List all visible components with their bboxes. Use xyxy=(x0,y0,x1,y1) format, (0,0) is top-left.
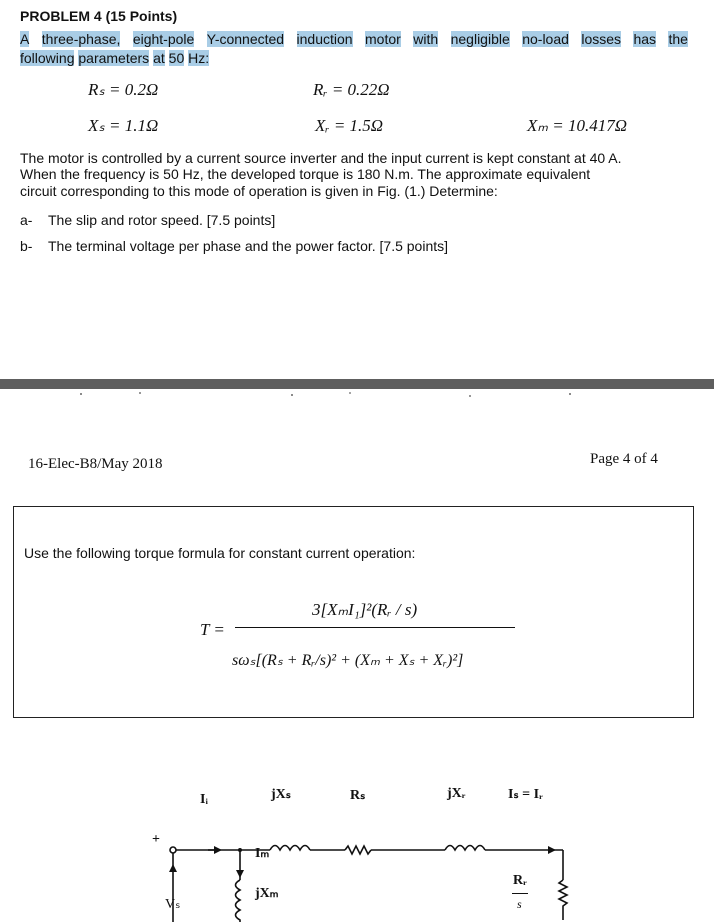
label-rs: Rₛ xyxy=(350,788,366,803)
rr-fraction-bar xyxy=(512,893,528,894)
intro-word: parameters xyxy=(78,50,150,66)
formula-fraction-bar xyxy=(235,627,515,628)
im-arrow xyxy=(236,870,244,878)
intro-word: induction xyxy=(296,31,353,47)
intro-word: motor xyxy=(365,31,401,47)
intro-word: with xyxy=(413,31,439,47)
problem-title: PROBLEM 4 (15 Points) xyxy=(20,8,178,24)
intro-word: three-phase, xyxy=(41,31,121,47)
scan-divider xyxy=(0,379,714,389)
question-a-text: The slip and rotor speed. [7.5 points] xyxy=(48,212,276,228)
question-b-text: The terminal voltage per phase and the power factor. [7.5 points] xyxy=(48,238,449,254)
intro-word: has xyxy=(633,31,657,47)
intro-word: A xyxy=(20,31,30,47)
question-b-label: b- xyxy=(20,238,33,254)
rr-resistor xyxy=(559,880,567,920)
intro-word: following xyxy=(20,50,75,66)
intro-line-2 xyxy=(20,50,209,66)
xs-inductor xyxy=(270,846,310,851)
intro-word: negligible xyxy=(450,31,510,47)
intro-line-1 xyxy=(20,31,688,47)
intro-word: the xyxy=(668,31,688,47)
intro-word: no-load xyxy=(522,31,569,47)
vs-arrow xyxy=(169,864,177,872)
label-is-ir: Iₛ = Iᵣ xyxy=(508,787,543,802)
page-number: Page 4 of 4 xyxy=(590,451,658,467)
label-plus: + xyxy=(152,832,160,847)
xr-inductor xyxy=(445,846,485,851)
formula-intro: Use the following torque formula for constant current operation: xyxy=(24,545,416,561)
intro-word: eight-pole xyxy=(132,31,195,47)
scan-specks xyxy=(0,389,714,409)
param-rs: Rₛ = 0.2Ω xyxy=(88,80,159,99)
body-line: circuit corresponding to this mode of operation is given in Fig. (1.) Determine: xyxy=(20,183,498,199)
intro-word: 50 xyxy=(168,50,185,66)
question-a-label: a- xyxy=(20,212,33,228)
is-arrow xyxy=(548,846,556,854)
intro-word: at xyxy=(153,50,165,66)
label-jxr: jXᵣ xyxy=(447,786,466,801)
intro-word: losses xyxy=(581,31,622,47)
param-xm: Xₘ = 10.417Ω xyxy=(527,116,627,135)
formula-denominator: sωₛ[(Rₛ + Rᵣ/s)² + (Xₘ + Xₛ + Xᵣ)²] xyxy=(232,652,464,669)
label-rr-num: Rᵣ xyxy=(513,873,527,888)
label-vs: Vₛ xyxy=(165,897,181,912)
label-ii: Iᵢ xyxy=(200,792,208,807)
formula-numerator: 3[XₘI₁]²(Rᵣ / s) xyxy=(312,600,418,619)
xm-inductor xyxy=(236,880,241,922)
intro-word: Hz: xyxy=(188,50,210,66)
body-line: The motor is controlled by a current source inverter and the input current is kept constant at 40 A. xyxy=(20,150,622,166)
label-jxs: jXₛ xyxy=(271,787,291,802)
formula-lhs: T = xyxy=(200,620,225,639)
label-jxm: jXₘ xyxy=(255,886,279,901)
ii-arrow xyxy=(214,846,222,854)
param-rr: Rᵣ = 0.22Ω xyxy=(313,80,390,99)
rs-resistor xyxy=(345,846,371,854)
label-im: Iₘ xyxy=(255,846,270,861)
param-xr: Xᵣ = 1.5Ω xyxy=(315,116,384,135)
body-line: When the frequency is 50 Hz, the developed torque is 180 N.m. The approximate equivalent xyxy=(20,166,591,182)
intro-word: Y-connected xyxy=(206,31,285,47)
doc-id: 16-Elec-B8/May 2018 xyxy=(28,456,163,472)
terminal-node xyxy=(170,847,176,853)
param-xs: Xₛ = 1.1Ω xyxy=(88,116,159,135)
label-rr-den: s xyxy=(517,897,522,911)
